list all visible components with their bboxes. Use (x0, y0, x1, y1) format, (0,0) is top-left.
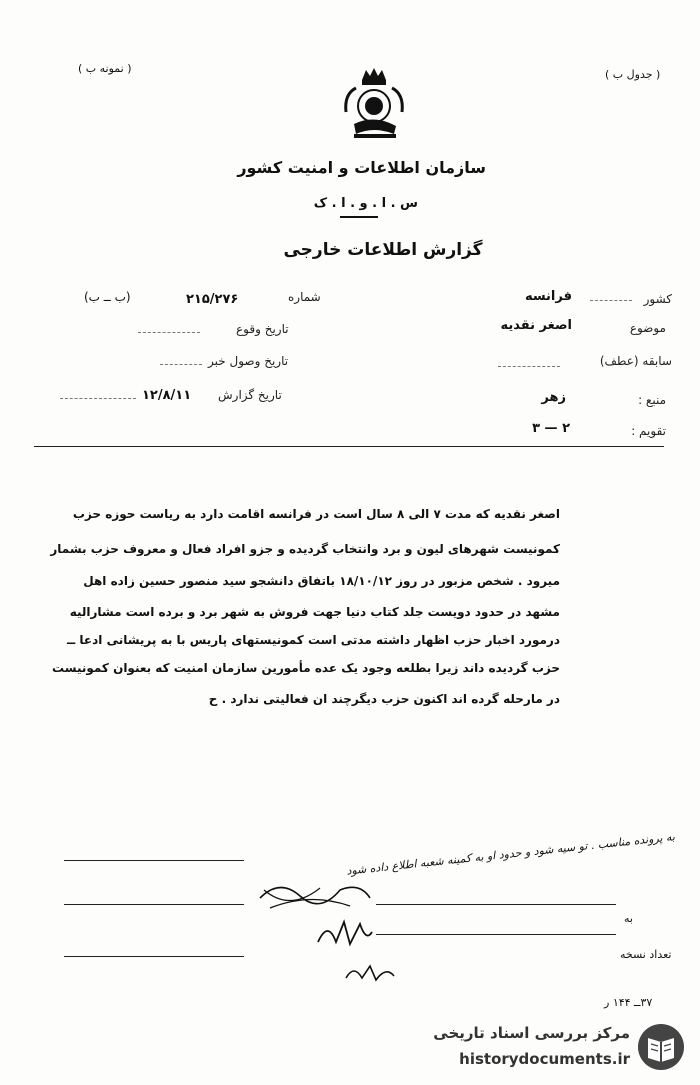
country-value: فرانسه (524, 289, 572, 304)
book-logo-icon (636, 1022, 686, 1072)
report-date-label: تاریخ گزارش (218, 388, 282, 402)
org-code-underline (340, 216, 378, 218)
body-line-2: کمونیست شهرهای لیون و برد وانتخاب گردیده و جزو افراد فعال و معروف حزب بشمار (50, 542, 560, 556)
org-name: سازمان اطلاعات و امنیت کشور (237, 158, 486, 177)
table-mark: ( جدول ب ) (605, 68, 661, 81)
body-line-5: درمورد اخبار حزب اظهار داشته مدتی است کمونیستهای پاریس با به پریشانی ادعا ــ (67, 633, 560, 647)
copies-label: تعداد نسخه (620, 948, 672, 961)
receipt-date-dash (160, 364, 202, 365)
watermark-url: historydocuments.ir (459, 1050, 630, 1068)
rating-label: تقویم : (631, 424, 666, 438)
signature-3 (340, 958, 400, 986)
number-label: شماره (288, 290, 321, 304)
body-line-7: در مارحله گرده اند اکنون حزب دیگرچند ان فعالیتی ندارد . ح (208, 692, 560, 706)
footer-line-1 (64, 860, 244, 861)
subject-value: اصغر نقدیه (500, 318, 572, 333)
report-date-value: ۱۲/۸/۱۱ (142, 388, 192, 403)
report-title: گزارش اطلاعات خارجی (283, 240, 483, 260)
body-line-4: مشهد در حدود دویست جلد کتاب دنیا جهت فروش به شهر برد و برده است مشارالیه (69, 605, 560, 619)
form-code: ۳۷ــ ۱۴۴ ر (604, 996, 653, 1009)
subject-label: موضوع (629, 321, 666, 335)
signature-1 (250, 868, 380, 918)
history-dash (498, 366, 560, 367)
footer-line-4 (376, 934, 616, 935)
country-label: کشور (643, 292, 672, 306)
country-dash (590, 300, 632, 301)
to-label: به (624, 912, 633, 925)
footer-line-3 (376, 904, 616, 905)
source-label: منبع : (638, 393, 666, 407)
grade-mark: (ب ــ ب) (84, 290, 131, 304)
body-line-3: میرود . شخص مزبور در روز ۱۸/۱۰/۱۲ باتفاق دانشجو سید منصور حسین زاده اهل (83, 574, 560, 588)
event-date-dash (138, 332, 200, 333)
org-code: س . ا . و . ا . ک (313, 196, 418, 211)
handwritten-note: به پرونده مناسب . تو سیه شود و حدود او به کمینه شعبه اطلاع داده شود (345, 830, 676, 878)
footer-line-5 (64, 956, 244, 957)
header-separator (34, 446, 664, 447)
receipt-date-label: تاریخ وصول خبر (208, 354, 289, 368)
signature-2 (310, 912, 380, 954)
report-date-dash (60, 398, 136, 399)
body-line-6: حزب گردیده داند زیرا بطلعه وجود یک عده مأمورین سازمان امنیت که بعنوان کمونیست (52, 661, 560, 675)
body-line-1: اصغر نقدیه که مدت ۷ الی ۸ سال است در فرانسه اقامت دارد به ریاست حوزه حزب (72, 507, 560, 521)
number-value: ۲۱۵/۲۷۶ (186, 292, 239, 307)
footer-line-2 (64, 904, 244, 905)
lion-and-sun-emblem-icon (340, 64, 408, 144)
copy-mark: ( نمونه ب ) (78, 62, 132, 75)
history-label: سابقه (عطف) (599, 354, 672, 368)
rating-value: ۲ — ۳ (532, 421, 570, 436)
source-value: زهر (541, 390, 566, 405)
event-date-label: تاریخ وقوع (236, 322, 289, 336)
watermark-title: مرکز بررسی اسناد تاریخی (433, 1024, 630, 1042)
